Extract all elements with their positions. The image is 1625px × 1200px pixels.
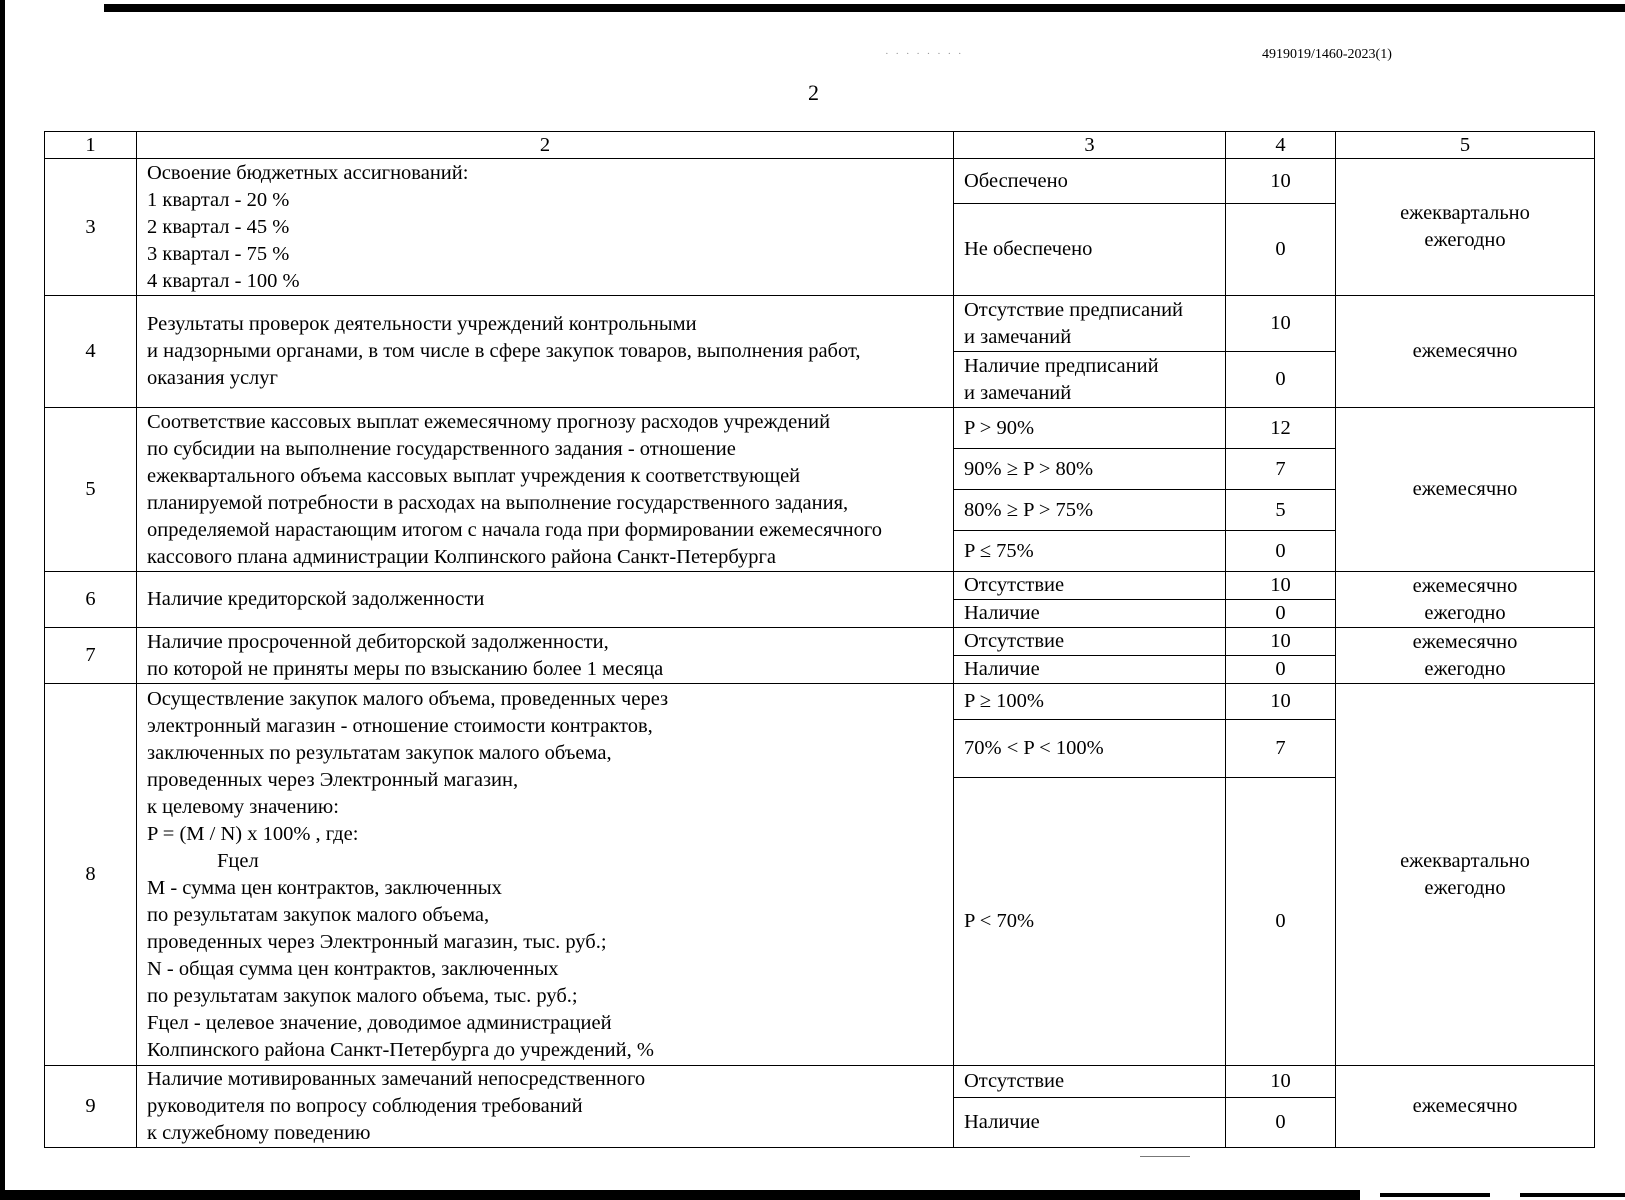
scan-border-left [0,0,5,1200]
indicator-description: Наличие просроченной дебиторской задолженности, по которой не приняты меры по взысканию более 1 месяца [137,628,954,684]
row-number: 3 [45,159,137,296]
criterion-label: Обеспечено [954,159,1226,204]
evaluation-period: ежеквартально ежегодно [1336,159,1595,296]
criterion-label: Отсутствие [954,1066,1226,1098]
indicator-description: Осуществление закупок малого объема, проведенных через электронный магазин - отношение стоимости контрактов, заключенных по результатам закупок малого объема, проведенных через Электронный магазин, к целевому значению: P = (M / N) x 100% , где: Fцел M - сумма цен контрактов, заключенных по результатам закупок малого объема, проведенных через Электронный магазин, тыс. руб.; N - общая сумма цен контрактов, заключенных по результатам закупок малого объема, тыс. руб.; Fцел - целевое значение, доводимое администрацией Колпинского района Санкт-Петербурга до учреждений, % [137,684,954,1066]
page-number: 2 [808,80,819,105]
criterion-label: P < 70% [954,778,1226,1066]
criterion-points: 10 [1226,684,1336,720]
table-row [45,296,1595,352]
row-number: 6 [45,572,137,628]
row-number: 9 [45,1066,137,1148]
criterion-label: P ≤ 75% [954,531,1226,572]
criterion-label: Наличие [954,656,1226,684]
evaluation-period: ежемесячно [1336,408,1595,572]
criterion-label: 80% ≥ P > 75% [954,490,1226,531]
indicator-description: Соответствие кассовых выплат ежемесячному прогнозу расходов учреждений по субсидии на выполнение государственного задания - отношение ежеквартального объема кассовых выплат учреждения к соответствующей планируемой потребности в расходах на выполнение государственного задания, определяемой нарастающим итогом с начала года при формировании ежемесячного кассового плана администрации Колпинского района Санкт-Петербурга [137,408,954,572]
criterion-points: 7 [1226,720,1336,778]
criterion-label: P > 90% [954,408,1226,449]
scan-border-top [104,4,1625,12]
criterion-label: Отсутствие [954,628,1226,656]
criterion-label: 70% < P < 100% [954,720,1226,778]
column-header: 3 [954,132,1226,159]
criterion-label: Отсутствие [954,572,1226,600]
criterion-label: Наличие [954,600,1226,628]
column-header: 1 [45,132,137,159]
criterion-label: Отсутствие предписаний и замечаний [954,296,1226,352]
scan-border-bottom-segment [1520,1193,1625,1197]
table-row [45,408,1595,449]
indicator-description: Наличие кредиторской задолженности [137,572,954,628]
document-number: 4919019/1460-2023(1) [1262,47,1392,62]
criterion-points: 12 [1226,408,1336,449]
criterion-points: 7 [1226,449,1336,490]
table-row [45,159,1595,204]
table-header-row [45,132,1595,159]
criterion-points: 0 [1226,656,1336,684]
criterion-points: 5 [1226,490,1336,531]
indicator-description: Результаты проверок деятельности учреждений контрольными и надзорными органами, в том числе в сфере закупок товаров, выполнения работ, оказания услуг [137,296,954,408]
criterion-points: 0 [1226,778,1336,1066]
indicators-table [44,131,1595,1148]
table-row [45,684,1595,720]
criterion-points: 10 [1226,1066,1336,1098]
criterion-label: Наличие предписаний и замечаний [954,352,1226,408]
evaluation-period: ежемесячно [1336,296,1595,408]
table-row [45,1066,1595,1098]
criterion-points: 10 [1226,628,1336,656]
scan-border-bottom-segment [1380,1193,1490,1197]
faint-stamp: · · · · · · · · [885,48,964,60]
criterion-label: P ≥ 100% [954,684,1226,720]
row-number: 5 [45,408,137,572]
criterion-points: 0 [1226,1098,1336,1148]
indicator-description: Наличие мотивированных замечаний непосредственного руководителя по вопросу соблюдения требований к служебному поведению [137,1066,954,1148]
row-number: 4 [45,296,137,408]
scan-artifact-line [1140,1156,1190,1157]
scan-border-bottom [0,1190,1360,1200]
row-number: 8 [45,684,137,1066]
criterion-points: 0 [1226,531,1336,572]
row-number: 7 [45,628,137,684]
criterion-points: 10 [1226,572,1336,600]
criterion-label: Не обеспечено [954,204,1226,296]
evaluation-period: ежеквартально ежегодно [1336,684,1595,1066]
evaluation-period: ежемесячно [1336,1066,1595,1148]
table-row [45,572,1595,600]
evaluation-period: ежемесячно ежегодно [1336,628,1595,684]
criterion-points: 0 [1226,352,1336,408]
table-row [45,628,1595,656]
indicator-description: Освоение бюджетных ассигнований: 1 квартал - 20 % 2 квартал - 45 % 3 квартал - 75 % 4 квартал - 100 % [137,159,954,296]
criterion-points: 0 [1226,600,1336,628]
criterion-points: 10 [1226,159,1336,204]
column-header: 4 [1226,132,1336,159]
criterion-points: 0 [1226,204,1336,296]
column-header: 5 [1336,132,1595,159]
column-header: 2 [137,132,954,159]
criterion-label: 90% ≥ P > 80% [954,449,1226,490]
criterion-label: Наличие [954,1098,1226,1148]
criterion-points: 10 [1226,296,1336,352]
evaluation-period: ежемесячно ежегодно [1336,572,1595,628]
